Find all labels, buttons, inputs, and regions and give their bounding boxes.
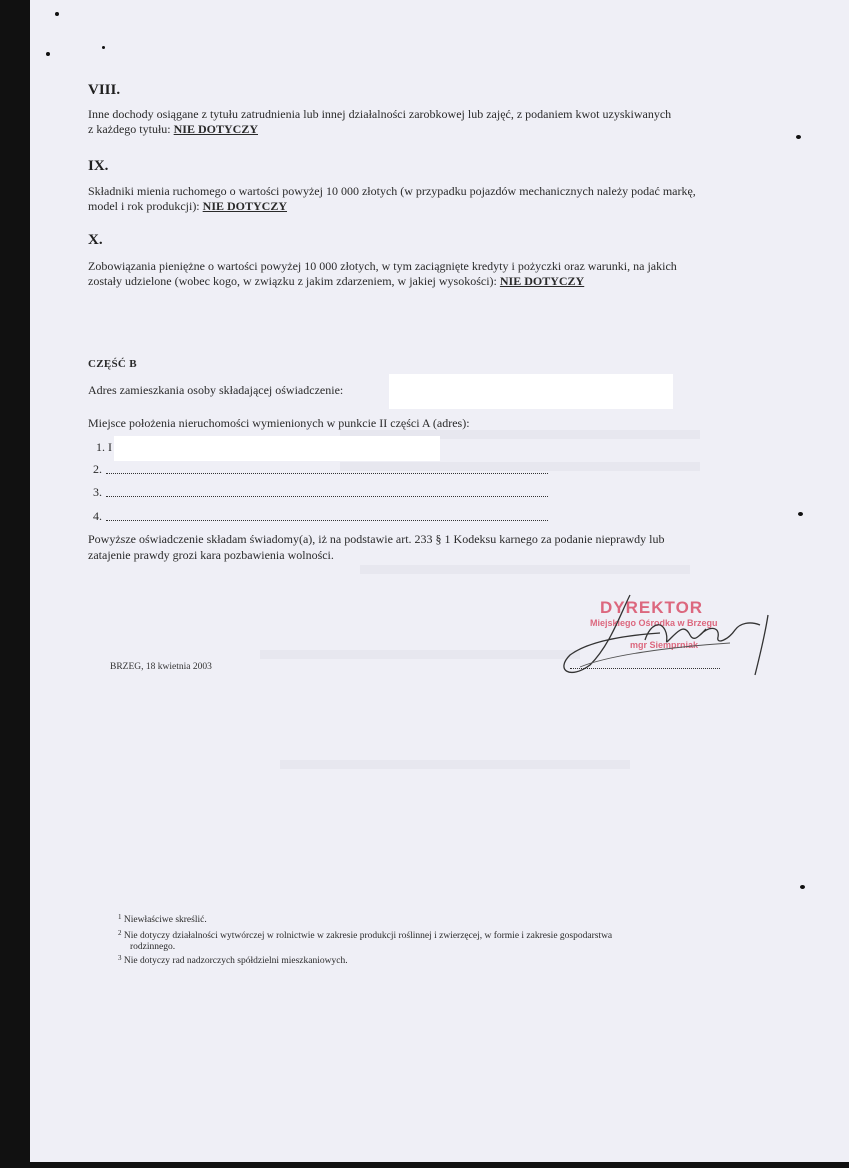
scan-artifact	[360, 565, 690, 574]
section-x-line2-text: zostały udzielone (wobec kogo, w związku z jakim zdarzeniem, w jakiej wysokości):	[88, 274, 500, 288]
footnotes	[118, 912, 808, 967]
footnote-2-text: Nie dotyczy działalności wytwórczej w rolnictwie w zakresie produkcji roślinnej i zwierzęcej, w formie i zakresie gospodarstwa	[123, 931, 613, 941]
redacted-address	[389, 374, 673, 409]
declaration-line2: zatajenie prawdy grozi kara pozbawienia wolności.	[88, 548, 334, 562]
footnote-1	[118, 912, 808, 926]
section-viii-text	[88, 107, 788, 137]
section-viii-line1: Inne dochody osiągane z tytułu zatrudnienia lub innej działalności zarobkowej lub zajęć, z podaniem kwot uzyskiwanych	[88, 107, 672, 121]
dotted-line-4	[106, 520, 548, 521]
footnote-2-mark: 2	[118, 929, 122, 937]
footnote-1-mark: 1	[118, 913, 122, 921]
section-viii-line2	[88, 122, 788, 137]
document-page	[30, 0, 849, 1162]
section-viii-heading: VIII.	[88, 82, 121, 98]
declaration-text	[88, 531, 808, 563]
dotted-line-3	[106, 496, 548, 497]
footnote-3-mark: 3	[118, 954, 122, 962]
address-label: Adres zamieszkania osoby składającej oświadczenie:	[88, 383, 344, 397]
section-ix-line2-text: model i rok produkcji):	[88, 199, 203, 213]
section-ix-heading: IX.	[88, 158, 109, 174]
footnote-2	[118, 928, 808, 942]
redacted-property-1	[114, 436, 440, 461]
declaration-line1: Powyższe oświadczenie składam świadomy(a), iż na podstawie art. 233 § 1 Kodeksu karnego za podanie nieprawdy lub	[88, 532, 665, 546]
property-item-3: 3.	[93, 485, 102, 499]
section-ix-answer: NIE DOTYCZY	[202, 199, 288, 213]
handwritten-signature	[550, 585, 810, 685]
stamp-title: DYREKTOR	[600, 598, 704, 617]
property-item-2: 2.	[93, 462, 102, 476]
property-label: Miejsce położenia nieruchomości wymienionych w punkcie II części A (adres):	[88, 416, 470, 430]
section-ix-text	[88, 184, 808, 214]
scan-artifact	[260, 650, 580, 659]
section-ix-line2	[88, 199, 808, 214]
scan-speck	[798, 512, 803, 516]
section-x-line2	[88, 274, 808, 289]
property-item-1: 1. I	[96, 440, 112, 454]
part-b-heading: CZĘŚĆ B	[88, 358, 137, 370]
scan-speck	[46, 52, 50, 56]
place-date: BRZEG, 18 kwietnia 2003	[110, 662, 212, 672]
section-x-text	[88, 259, 808, 289]
scan-artifact	[280, 760, 630, 769]
section-viii-answer: NIE DOTYCZY	[173, 122, 258, 136]
stamp-line2: Miejskiego Ośrodka w Brzegu	[590, 618, 718, 628]
footnote-3	[118, 953, 808, 967]
section-x-line1: Zobowiązania pieniężne o wartości powyżej 10 000 złotych, w tym zaciągnięte kredyty i pożyczki oraz warunki, na jakich	[88, 259, 677, 273]
footnote-1-text: Niewłaściwe skreślić.	[123, 915, 207, 925]
scan-speck	[796, 135, 801, 139]
scan-artifact	[340, 462, 700, 471]
property-item-4: 4.	[93, 509, 102, 523]
footnote-3-text: Nie dotyczy rad nadzorczych spółdzielni mieszkaniowych.	[123, 956, 348, 966]
stamp-line3: mgr Siemprniak	[630, 640, 699, 650]
section-x-heading: X.	[88, 232, 103, 248]
scan-speck	[55, 12, 59, 16]
section-ix-line1: Składniki mienia ruchomego o wartości powyżej 10 000 złotych (w przypadku pojazdów mechanicznych należy podać markę,	[88, 184, 696, 198]
scan-speck	[800, 885, 805, 889]
footnote-2-continued: rodzinnego.	[130, 942, 176, 952]
dotted-line-2	[106, 473, 548, 474]
section-x-answer: NIE DOTYCZY	[499, 274, 585, 288]
scan-speck	[102, 46, 105, 49]
section-viii-line2-text: z każdego tytułu:	[88, 122, 174, 136]
